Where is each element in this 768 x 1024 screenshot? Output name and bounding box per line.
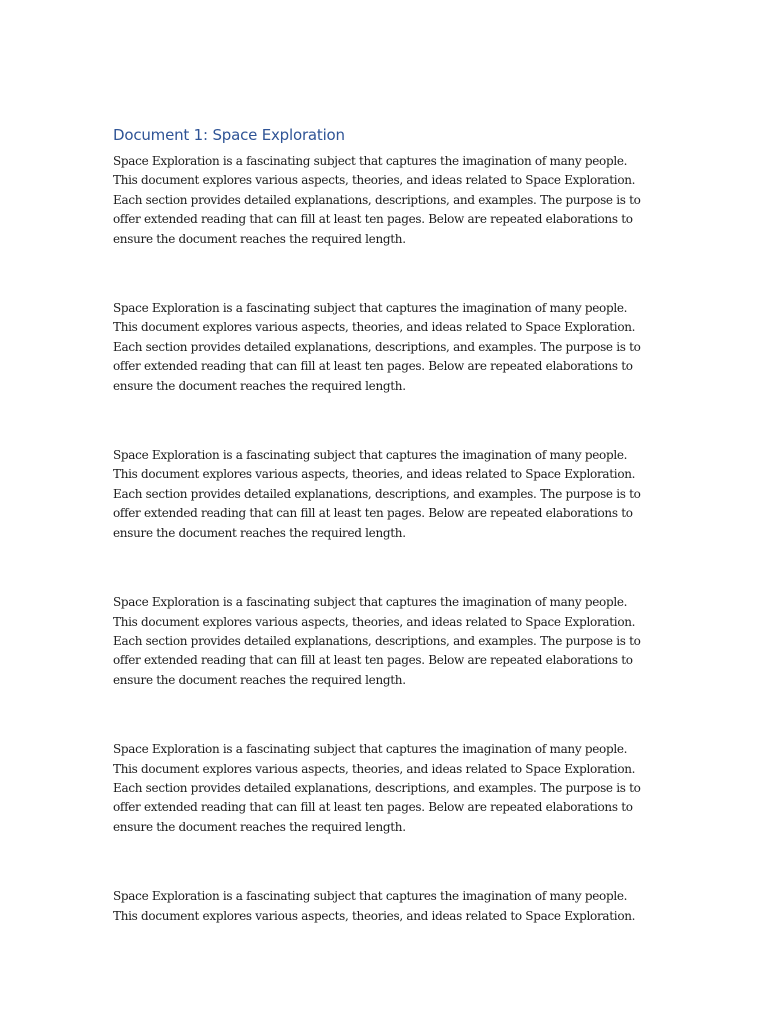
paragraph: Space Exploration is a fascinating subject that captures the imagination of many people. This document explores various aspects, theories, and ideas related to Space Exploration. Each section provides detailed explanations, descriptions, and examples. The purpose is to offer extended reading that can fill at least ten pages. Below are repeated elaborations to ensure the document reaches the required length. bbox=[113, 448, 641, 540]
document-title: Document 1: Space Exploration bbox=[113, 126, 345, 144]
paragraph: Space Exploration is a fascinating subject that captures the imagination of many people. This document explores various aspects, theories, and ideas related to Space Exploration. Each section provides detailed explanations, descriptions, and examples. The purpose is to offer extended reading that can fill at least ten pages. Below are repeated elaborations to ensure the document reaches the required length. bbox=[113, 154, 641, 246]
paragraph: Space Exploration is a fascinating subject that captures the imagination of many people. This document explores various aspects, theories, and ideas related to Space Exploration. Each section provides detailed explanations, descriptions, and examples. The purpose is to offer extended reading that can fill at least ten pages. Below are repeated elaborations to ensure the document reaches the required length. bbox=[113, 301, 641, 393]
paragraph: Space Exploration is a fascinating subject that captures the imagination of many people. This document explores various aspects, theories, and ideas related to Space Exploration. Each section provides detailed explanations, descriptions, and examples. The purpose is to offer extended reading that can fill at least ten pages. Below are repeated elaborations to ensure the document reaches the required length. bbox=[113, 595, 641, 687]
document-body bbox=[113, 124, 658, 976]
paragraph: Space Exploration is a fascinating subject that captures the imagination of many people. This document explores various aspects, theories, and ideas related to Space Exploration. Each section provides detailed explanations, descriptions, and examples. The purpose is to offer extended reading that can fill at least ten pages. Below are repeated elaborations to ensure the document reaches the required length. bbox=[113, 742, 641, 834]
paragraph: Space Exploration is a fascinating subject that captures the imagination of many people. This document explores various aspects, theories, and ideas related to Space Exploration. bbox=[113, 889, 636, 923]
